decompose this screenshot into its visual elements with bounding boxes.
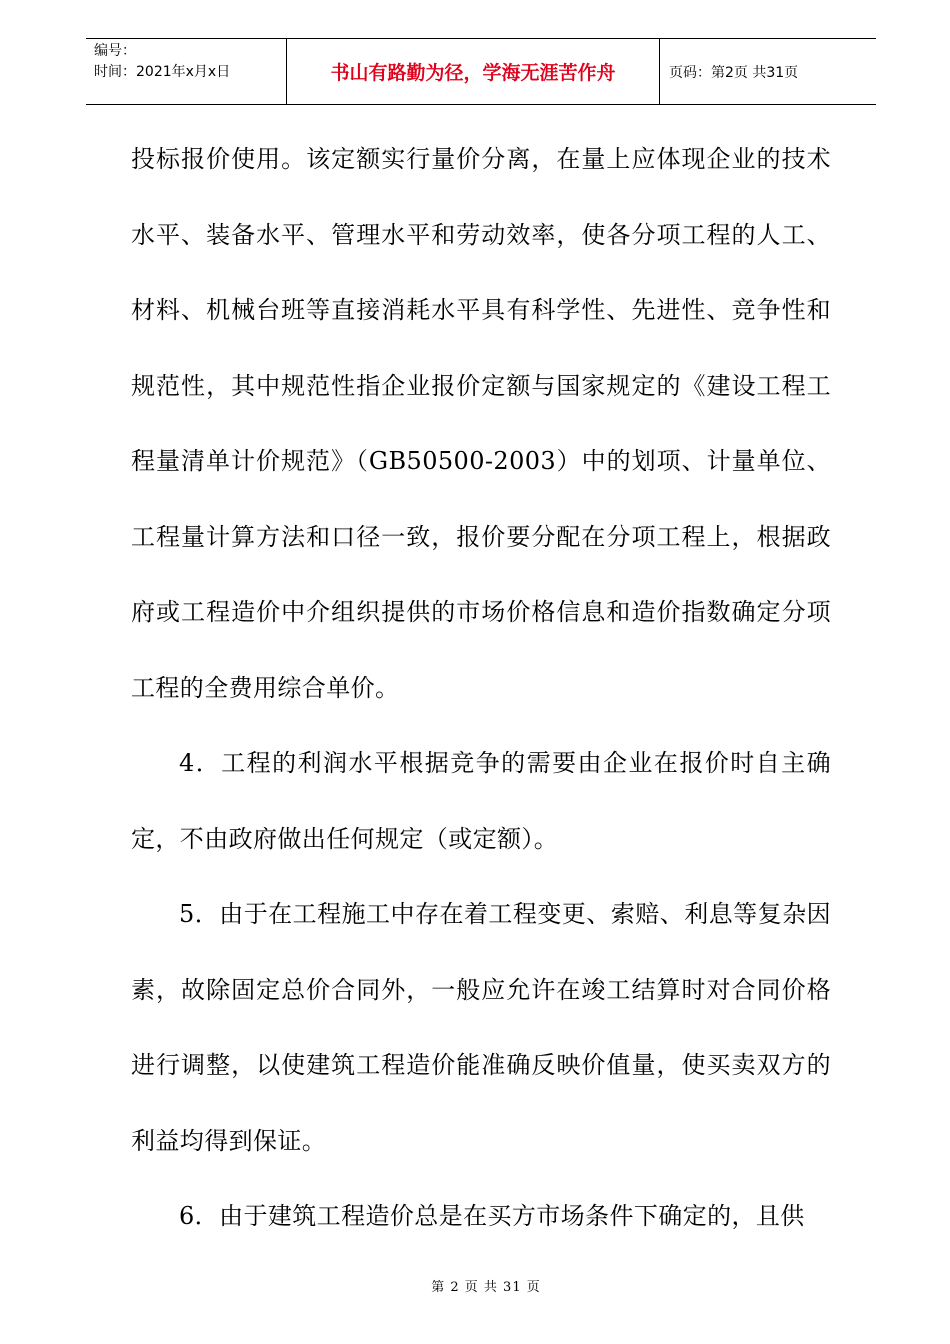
paragraph: 6．由于建筑工程造价总是在买方市场条件下确定的，且供 (179, 1202, 805, 1230)
header-motto: 书山有路勤为径，学海无涯苦作舟 (287, 39, 660, 104)
page-footer: 第 2 页 共 31 页 (431, 1280, 541, 1295)
document-body (131, 122, 831, 1255)
paragraph: 4．工程的利润水平根据竞争的需要由企业在报价时自主确定，不由政府做出任何规定（或定额）。 (131, 749, 831, 853)
header-page-info: 页码：第2页 共31页 (669, 64, 799, 81)
paragraph: 投标报价使用。该定额实行量价分离，在量上应体现企业的技术水平、装备水平、管理水平和劳动效率，使各分项工程的人工、材料、机械台班等直接消耗水平具有科学性、先进性、竞争性和规范性，其中规范性指企业报价定额与国家规定的《建设工程工程量清单计价规范》（GB50500-2003）中的划项、计量单位、工程量计算方法和口径一致，报价要分配在分项工程上，根据政府或工程造价中介组织提供的市场价格信息和造价指数确定分项工程的全费用综合单价。 (131, 145, 831, 702)
serial-label: 编号： (94, 43, 136, 59)
date-label: 时间：2021年x月x日 (94, 64, 231, 80)
header-meta (86, 39, 287, 104)
page-header (86, 38, 876, 105)
paragraph: 5．由于在工程施工中存在着工程变更、索赔、利息等复杂因素，故除固定总价合同外，一般应允许在竣工结算时对合同价格进行调整，以使建筑工程造价能准确反映价值量，使买卖双方的利益均得到保证。 (131, 900, 831, 1155)
